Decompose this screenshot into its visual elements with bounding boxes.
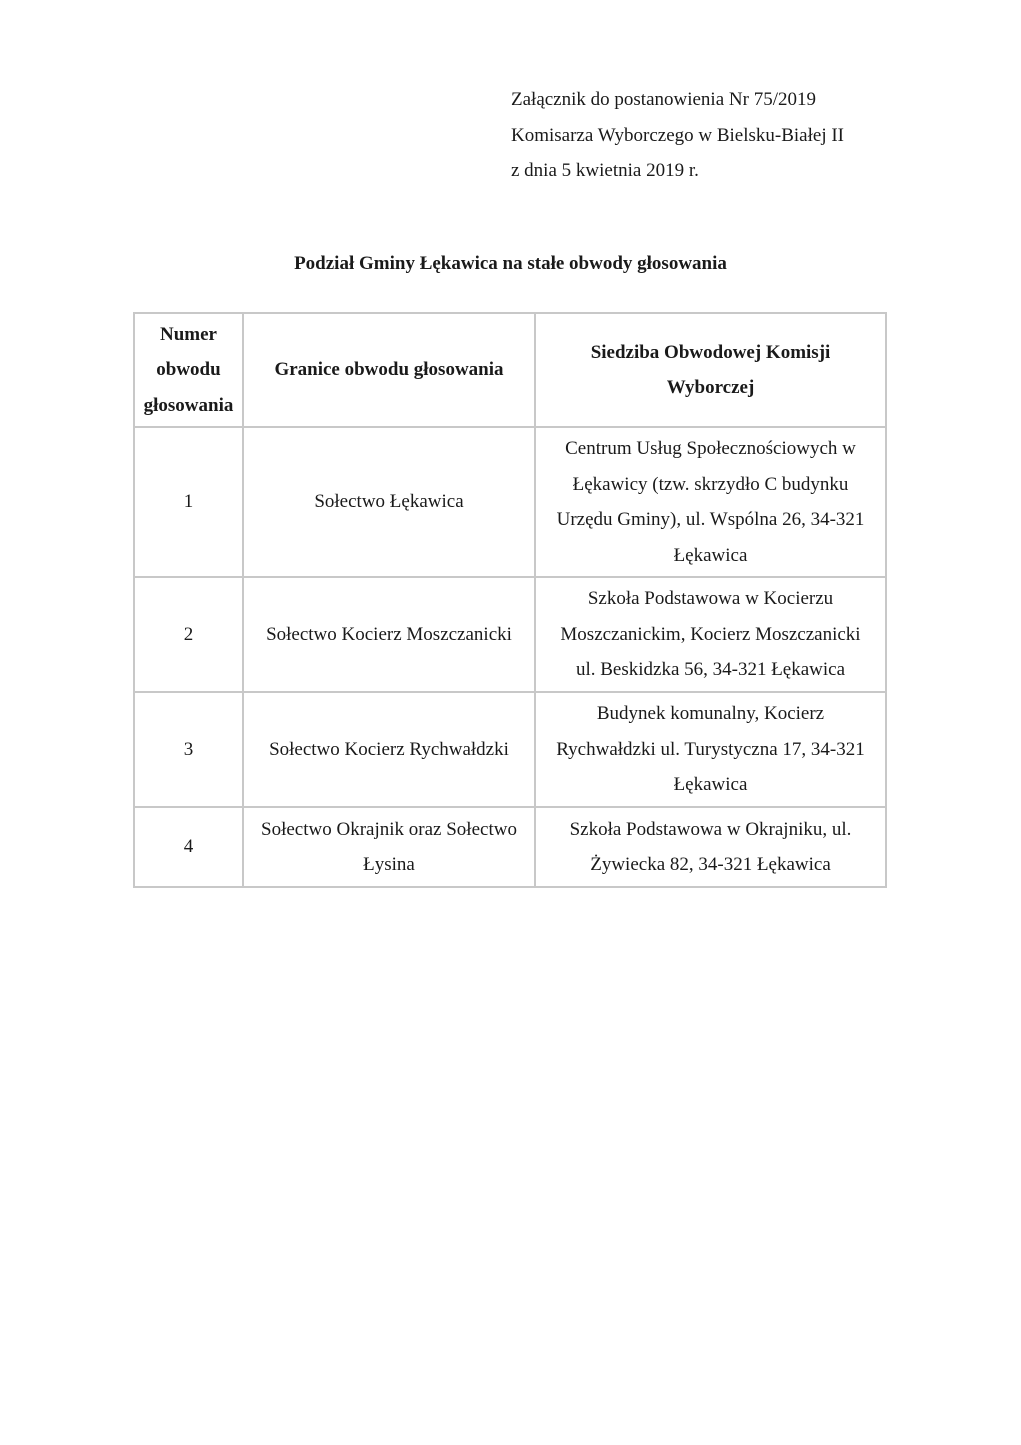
district-number-cell: 1	[134, 427, 243, 577]
document-title: Podział Gminy Łękawica na stałe obwody głosowania	[294, 253, 727, 274]
table-row	[134, 577, 886, 692]
district-number-cell: 4	[134, 807, 243, 887]
commission-seat-cell: Szkoła Podstawowa w Kocierzu Moszczanickim, Kocierz Moszczanicki ul. Beskidzka 56, 34-321 Łękawica	[535, 577, 886, 692]
annex-line-1: Załącznik do postanowienia Nr 75/2019	[511, 89, 816, 110]
voting-districts-table	[133, 312, 887, 888]
annex-line-2: Komisarza Wyborczego w Bielsku-Białej II	[511, 124, 845, 146]
table-header-row	[134, 313, 886, 427]
annex-note	[511, 82, 844, 189]
header-district-boundaries: Granice obwodu głosowania	[243, 313, 535, 427]
commission-seat-cell: Szkoła Podstawowa w Okrajniku, ul. Żywiecka 82, 34-321 Łękawica	[535, 807, 886, 887]
district-boundaries-cell: Sołectwo Kocierz Moszczanicki	[243, 577, 535, 692]
district-boundaries-cell: Sołectwo Kocierz Rychwałdzki	[243, 692, 535, 807]
district-number-cell: 2	[134, 577, 243, 692]
table-row	[134, 692, 886, 807]
table-row	[134, 807, 886, 887]
district-boundaries-cell: Sołectwo Łękawica	[243, 427, 535, 577]
district-number-cell: 3	[134, 692, 243, 807]
table-row	[134, 427, 886, 577]
commission-seat-cell: Budynek komunalny, Kocierz Rychwałdzki ul. Turystyczna 17, 34-321 Łękawica	[535, 692, 886, 807]
annex-line-3: z dnia 5 kwietnia 2019 r.	[511, 160, 699, 181]
header-commission-seat: Siedziba Obwodowej Komisji Wyborczej	[535, 313, 886, 427]
commission-seat-cell: Centrum Usług Społecznościowych w Łękawicy (tzw. skrzydło C budynku Urzędu Gminy), ul. Wspólna 26, 34-321 Łękawica	[535, 427, 886, 577]
district-boundaries-cell: Sołectwo Okrajnik oraz Sołectwo Łysina	[243, 807, 535, 887]
header-district-number: Numer obwodu głosowania	[134, 313, 243, 427]
